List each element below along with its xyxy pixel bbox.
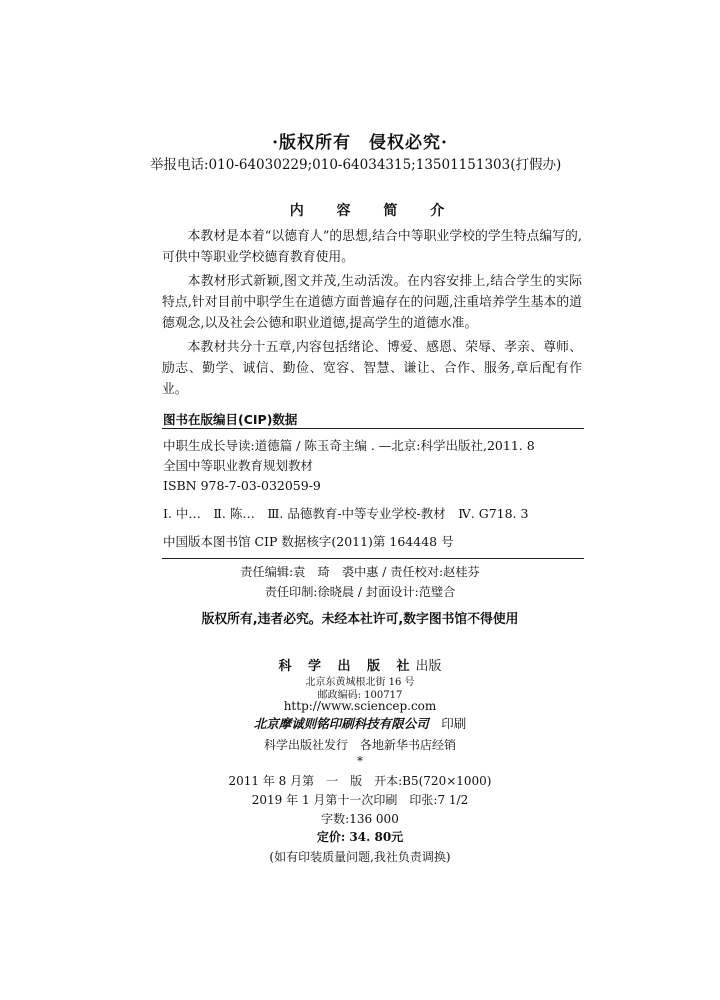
cip-line: Ⅰ. 中… Ⅱ. 陈… Ⅲ. 品德教育-中等专业学校-教材 Ⅳ. G718. 3 (163, 506, 529, 521)
publisher-url: http://www.sciencep.com (283, 699, 437, 713)
printer-name: 北京摩诚则铭印刷科技有限公司 (253, 716, 429, 731)
summary-paragraph: 本教材是本着“以德育人”的思想,结合中等职业学校的学生特点编写的,可供中等职业学校德育教育使用。 (162, 229, 582, 265)
publisher-postcode: 邮政编码: 100717 (317, 690, 403, 701)
summary-body (162, 226, 582, 403)
cip-top-rule (162, 428, 584, 429)
report-hotline: 举报电话:010-64030229;010-64034315;13501151303(打假办) (150, 157, 562, 173)
quality-note: (如有印装质量问题,我社负责调换) (269, 850, 451, 864)
copyright-title: ·版权所有 侵权必究· (272, 133, 448, 153)
cip-line: ISBN 978-7-03-032059-9 (163, 478, 321, 493)
cip-data (163, 436, 583, 552)
separator-asterisk: * (357, 754, 363, 768)
cip-line: 中职生成长导读:道德篇 / 陈玉奇主编 . —北京:科学出版社,2011. 8 (163, 438, 535, 453)
cip-heading: 图书在版编目(CIP)数据 (163, 412, 298, 427)
copyright-notice: 版权所有,违者必究。未经本社许可,数字图书馆不得使用 (201, 612, 519, 627)
summary-paragraph: 本教材共分十五章,内容包括绪论、博爱、感恩、荣辱、孝亲、尊师、励志、勤学、诚信、勤俭、宽容、智慧、谦让、合作、服务,章后配有作业。 (162, 340, 582, 397)
printer-action: 印刷 (441, 716, 467, 731)
publisher-action: 出版 (415, 659, 442, 674)
publisher-name: 科 学 出 版 社 (278, 659, 416, 674)
cip-bottom-rule (162, 558, 584, 559)
distribution-line: 科学出版社发行 各地新华书店经销 (263, 738, 456, 752)
price: 定价: 34. 80元 (316, 830, 404, 844)
publisher-line (0, 655, 720, 674)
credits-editors: 责任编辑:袁 琦 裘中惠 / 责任校对:赵桂芬 (240, 565, 480, 579)
publisher-address: 北京东黄城根北街 16 号 (305, 677, 415, 688)
summary-heading: 内 容 简 介 (289, 203, 459, 219)
cip-line: 全国中等职业教育规划教材 (163, 458, 314, 473)
printing-line: 2019 年 1 月第十一次印刷 印张:7 1/2 (251, 793, 469, 807)
word-count: 字数:136 000 (321, 812, 399, 826)
printer-line (0, 714, 720, 732)
edition-line: 2011 年 8 月第 一 版 开本:B5(720×1000) (228, 774, 492, 788)
credits-production: 责任印制:徐晓晨 / 封面设计:范璧合 (264, 585, 456, 599)
summary-paragraph: 本教材形式新颖,图文并茂,生动活泼。在内容安排上,结合学生的实际特点,针对目前中职学生在道德方面普遍存在的问题,注重培养学生基本的道德观念,以及社会公德和职业道德,提高学生的道德水准。 (162, 274, 582, 331)
cip-line: 中国版本图书馆 CIP 数据核字(2011)第 164448 号 (163, 534, 454, 549)
